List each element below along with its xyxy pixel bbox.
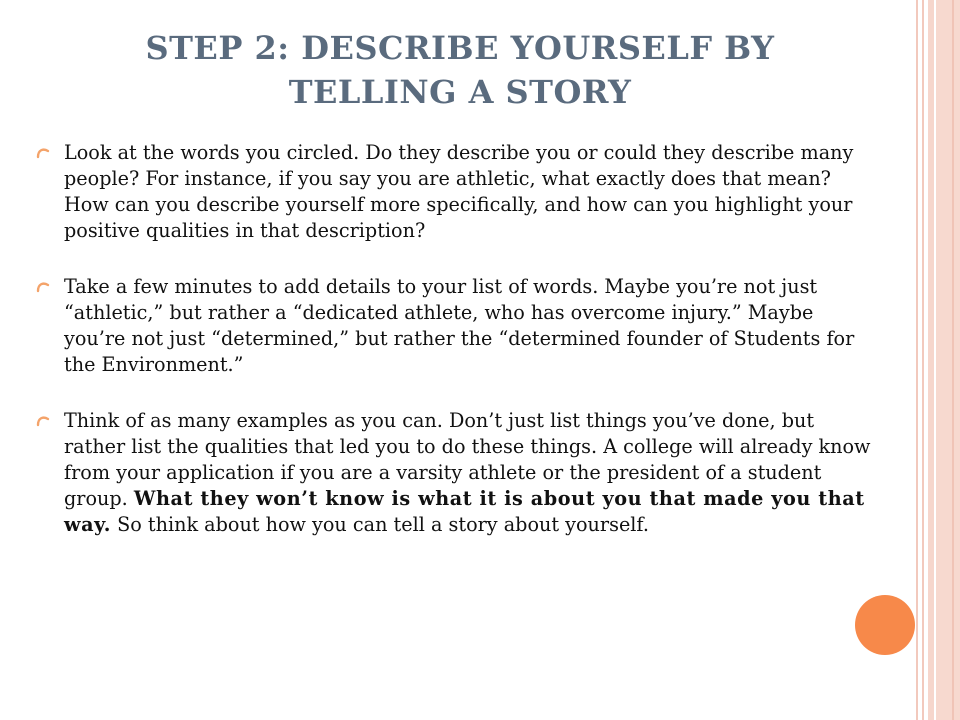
bullet-item-1 [36, 140, 876, 244]
bullet-text-start: Think of as many examples as you can. Don’t just list things you’ve done, but rather list the qualities that led you to do these things. A college will already know from your application if you are a varsity athlete or the president of a student group. [64, 409, 871, 510]
slide-title [40, 26, 880, 114]
bullet-list [36, 140, 876, 538]
accent-dot [855, 595, 915, 655]
bullet-text-end: So think about how you can tell a story about yourself. [110, 513, 649, 536]
bullet-item-3 [36, 408, 876, 538]
decorative-stripe [936, 0, 960, 720]
decorative-stripe [916, 0, 918, 720]
curly-bullet-icon [36, 414, 50, 428]
bullet-text-bold: What they won’t know is what it is about you that made you that way. [64, 487, 865, 536]
curly-bullet-icon [36, 146, 50, 160]
curly-bullet-icon [36, 280, 50, 294]
slide-title-line-1: STEP 2: DESCRIBE YOURSELF BY [145, 29, 775, 67]
bullet-item-2 [36, 274, 876, 378]
decorative-stripe [922, 0, 924, 720]
bullet-text: Look at the words you circled. Do they describe you or could they describe many people? For instance, if you say you are athletic, what exactly does that mean? How can you describe yourself more specifically, and how can you highlight your positive qualities in that description? [64, 141, 854, 242]
bullet-text: Take a few minutes to add details to your list of words. Maybe you’re not just “athletic,” but rather a “dedicated athlete, who has overcome injury.” Maybe you’re not just “determined,” but rather the “determined founder of Students for the Environment.” [64, 275, 855, 376]
slide-title-line-2: TELLING A STORY [288, 73, 632, 111]
decorative-stripe [952, 0, 954, 720]
